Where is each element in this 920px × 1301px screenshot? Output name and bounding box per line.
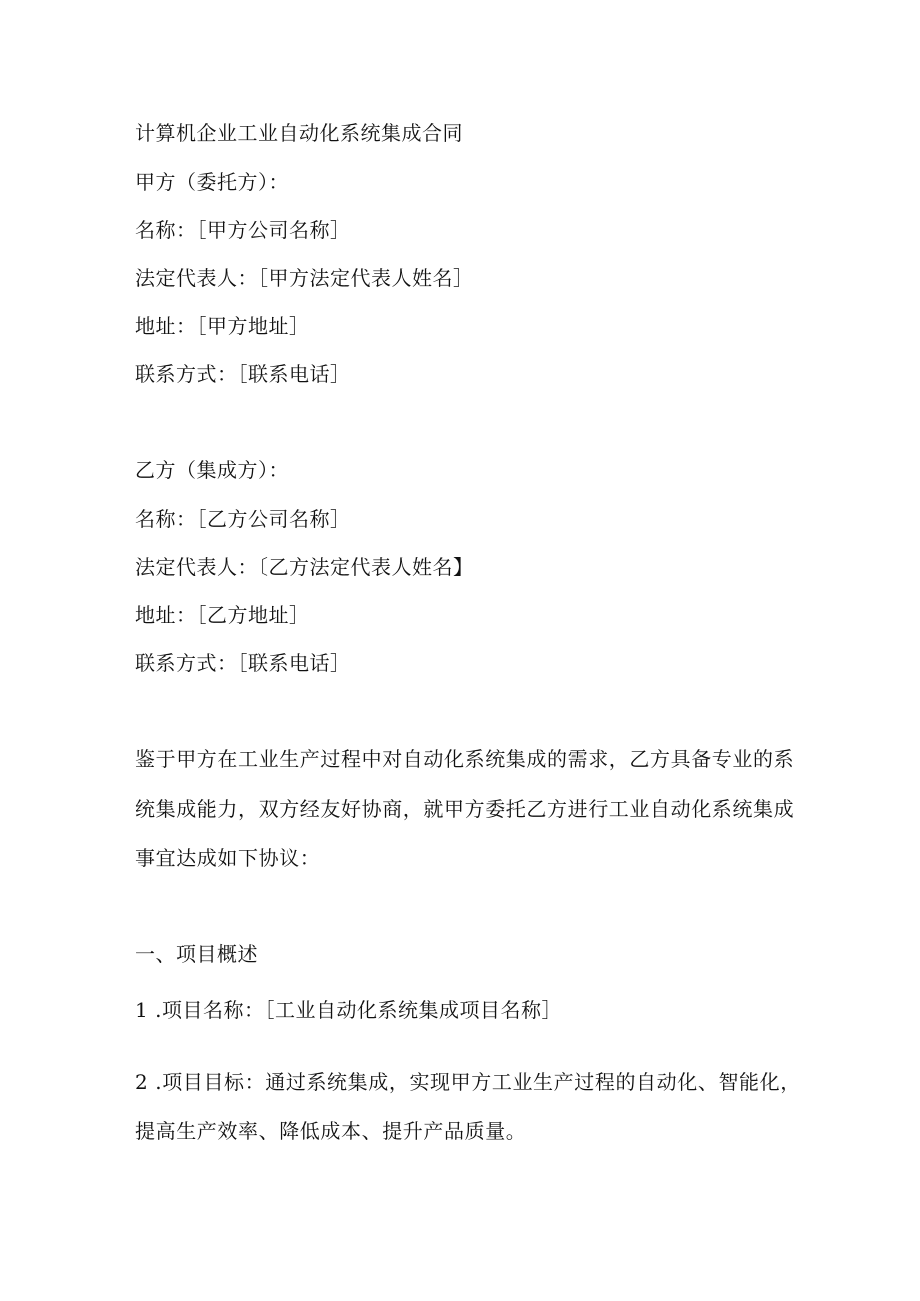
party-b-representative: 法定代表人：〔乙方法定代表人姓名】 (135, 555, 474, 579)
party-a-address: 地址：［甲方地址］ (135, 314, 310, 338)
party-b-name: 名称：［乙方公司名称］ (135, 507, 351, 531)
section-1-item-1: 1 .项目名称：［工业自动化系统集成项目名称］ (135, 998, 562, 1022)
party-a-heading: 甲方（委托方）： (135, 170, 289, 194)
party-a-contact: 联系方式：［联系电话］ (135, 362, 351, 386)
section-1-item-2-line-1: 2 .项目目标：通过系统集成，实现甲方工业生产过程的自动化、智能化， (135, 1070, 801, 1094)
party-b-heading: 乙方（集成方）： (135, 458, 289, 482)
preamble-line-2: 统集成能力，双方经友好协商，就甲方委托乙方进行工业自动化系统集成 (135, 797, 795, 821)
section-1-heading: 一、项目概述 (135, 942, 258, 966)
party-a-name: 名称：［甲方公司名称］ (135, 218, 351, 242)
party-b-contact: 联系方式：［联系电话］ (135, 651, 351, 675)
document-title: 计算机企业工业自动化系统集成合同 (135, 121, 463, 145)
section-1-item-2-line-2: 提高生产效率、降低成本、提升产品质量。 (135, 1119, 527, 1143)
party-a-representative: 法定代表人：［甲方法定代表人姓名］ (135, 266, 474, 290)
preamble-line-3: 事宜达成如下协议： (135, 846, 321, 870)
preamble-line-1: 鉴于甲方在工业生产过程中对自动化系统集成的需求，乙方具备专业的系 (135, 747, 795, 771)
party-b-address: 地址：［乙方地址］ (135, 603, 310, 627)
